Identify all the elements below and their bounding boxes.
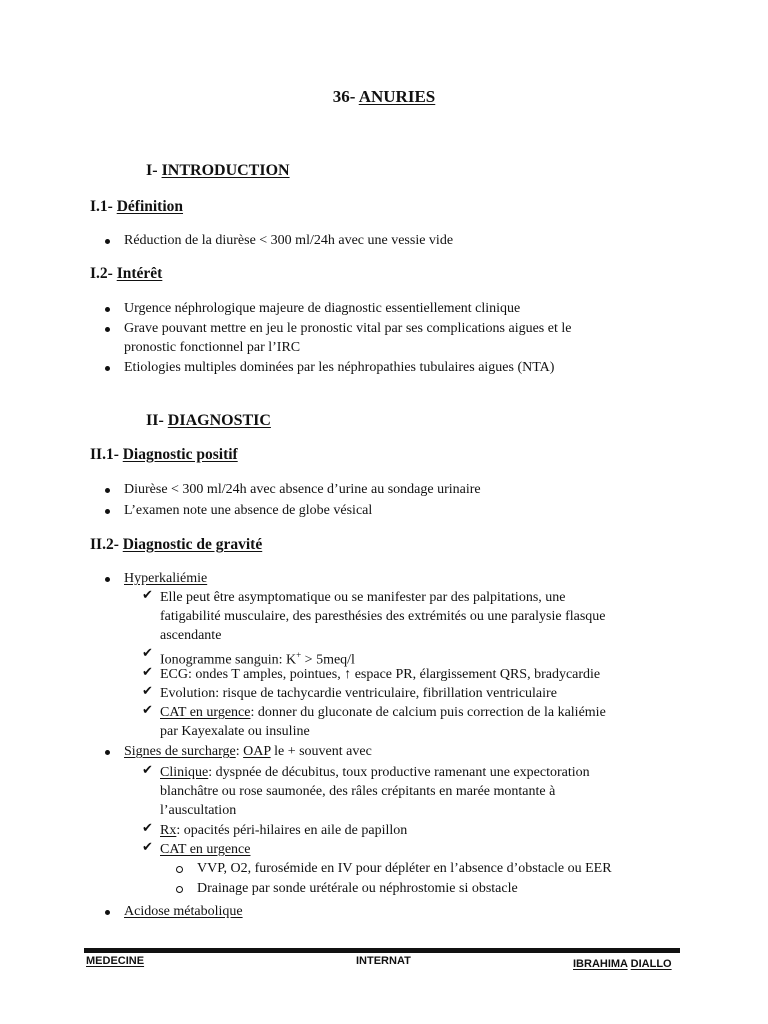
bullet-icon: [105, 577, 110, 582]
bullet-icon: [105, 327, 110, 332]
check-text: : opacités péri-hilaires en aile de papillon: [176, 823, 408, 838]
subsection-title: Intérêt: [116, 265, 163, 282]
bullet-icon: [105, 750, 110, 755]
check-item-continuation: l’auscultation: [160, 803, 237, 818]
item-abbr: OAP: [243, 744, 271, 759]
bullet-icon: [105, 366, 110, 371]
footer-last-name: DIALLO: [630, 958, 672, 970]
subsection-number: II.1-: [90, 446, 119, 463]
list-item: Urgence néphrologique majeure de diagnostic essentiellement clinique: [124, 301, 521, 316]
checkmark-icon: ✔: [142, 646, 153, 661]
list-item: Diurèse < 300 ml/24h avec absence d’urine au sondage urinaire: [124, 482, 481, 497]
list-item: Grave pouvant mettre en jeu le pronostic vital par ses complications aigues et le: [124, 321, 572, 336]
page-title: [0, 87, 768, 107]
check-item-clinique: [160, 763, 590, 783]
list-item-hyperkaliemie: Hyperkaliémie: [124, 571, 208, 586]
section-number: I-: [146, 162, 158, 179]
footer-first-name: IBRAHIMA: [573, 958, 628, 970]
bullet-icon: [105, 307, 110, 312]
sub-item: VVP, O2, furosémide en IV pour dépléter en l’absence d’obstacle ou EER: [197, 861, 612, 876]
subsection-number: I.2-: [90, 265, 113, 282]
checkmark-icon: ✔: [142, 821, 153, 836]
check-item-continuation: fatigabilité musculaire, des paresthésies des extrémités ou une paralysie flasque: [160, 609, 606, 624]
subsection-title: Diagnostic positif: [122, 446, 238, 463]
item-label: Signes de surcharge: [124, 744, 236, 759]
list-item: Réduction de la diurèse < 300 ml/24h avec une vessie vide: [124, 233, 454, 248]
item-text: le + souvent avec: [270, 744, 372, 759]
check-item-cat: [160, 703, 606, 723]
check-text: > 5meq/l: [301, 652, 355, 668]
check-text: : dyspnée de décubitus, toux productive ramenant une expectoration: [208, 765, 590, 780]
subsection-heading-diagnostic-gravite: [90, 536, 262, 554]
footer-rule: [84, 948, 680, 953]
section-title: DIAGNOSTIC: [167, 412, 271, 429]
section-heading-diagnostic: [146, 412, 271, 430]
check-label: Clinique: [160, 765, 209, 780]
list-item: Etiologies multiples dominées par les néphropathies tubulaires aigues (NTA): [124, 360, 555, 375]
footer-right: [573, 958, 672, 970]
footer-left: MEDECINE: [86, 955, 145, 967]
subsection-title: Diagnostic de gravité: [122, 536, 263, 553]
section-heading-introduction: [146, 162, 290, 180]
subsection-title: Définition: [116, 198, 184, 215]
check-text: Ionogramme sanguin: K: [160, 652, 297, 668]
footer-center: INTERNAT: [356, 955, 411, 967]
check-item-continuation: ascendante: [160, 628, 222, 643]
title-text: ANURIES: [358, 87, 436, 106]
check-item-continuation: par Kayexalate ou insuline: [160, 724, 310, 739]
subsection-heading-diagnostic-positif: [90, 446, 238, 464]
checkmark-icon: ✔: [142, 840, 153, 855]
superscript: +: [296, 650, 302, 660]
checkmark-icon: ✔: [142, 665, 153, 680]
checkmark-icon: ✔: [142, 588, 153, 603]
checkmark-icon: ✔: [142, 684, 153, 699]
bullet-icon: [105, 239, 110, 244]
check-text: : donner du gluconate de calcium puis correction de la kaliémie: [250, 705, 606, 720]
circle-bullet-icon: [176, 866, 183, 873]
check-item-evolution: Evolution: risque de tachycardie ventriculaire, fibrillation ventriculaire: [160, 686, 557, 701]
list-item-surcharge: [124, 742, 372, 762]
checkmark-icon: ✔: [142, 703, 153, 718]
bullet-icon: [105, 488, 110, 493]
circle-bullet-icon: [176, 886, 183, 893]
section-number: II-: [146, 412, 164, 429]
check-item-cat-surcharge: CAT en urgence: [160, 842, 251, 857]
title-number: 36-: [332, 87, 356, 106]
check-item-rx: [160, 821, 407, 841]
subsection-heading-interet: [90, 265, 162, 283]
subsection-number: II.2-: [90, 536, 119, 553]
subsection-heading-definition: [90, 198, 183, 216]
separator: :: [235, 744, 244, 759]
list-item: L’examen note une absence de globe vésical: [124, 503, 373, 518]
list-item-continuation: pronostic fonctionnel par l’IRC: [124, 340, 301, 355]
sub-item: Drainage par sonde urétérale ou néphrostomie si obstacle: [197, 881, 518, 896]
bullet-icon: [105, 509, 110, 514]
subsection-number: I.1-: [90, 198, 113, 215]
bullet-icon: [105, 910, 110, 915]
check-label: Rx: [160, 823, 177, 838]
check-item: Elle peut être asymptomatique ou se manifester par des palpitations, une: [160, 590, 566, 605]
section-title: INTRODUCTION: [161, 162, 290, 179]
checkmark-icon: ✔: [142, 763, 153, 778]
check-item-continuation: blanchâtre ou rose saumonée, des râles crépitants en marée montante à: [160, 784, 556, 799]
check-item-ecg: ECG: ondes T amples, pointues, ↑ espace PR, élargissement QRS, bradycardie: [160, 667, 601, 682]
list-item-acidose: Acidose métabolique: [124, 904, 243, 919]
check-label: CAT en urgence: [160, 705, 251, 720]
